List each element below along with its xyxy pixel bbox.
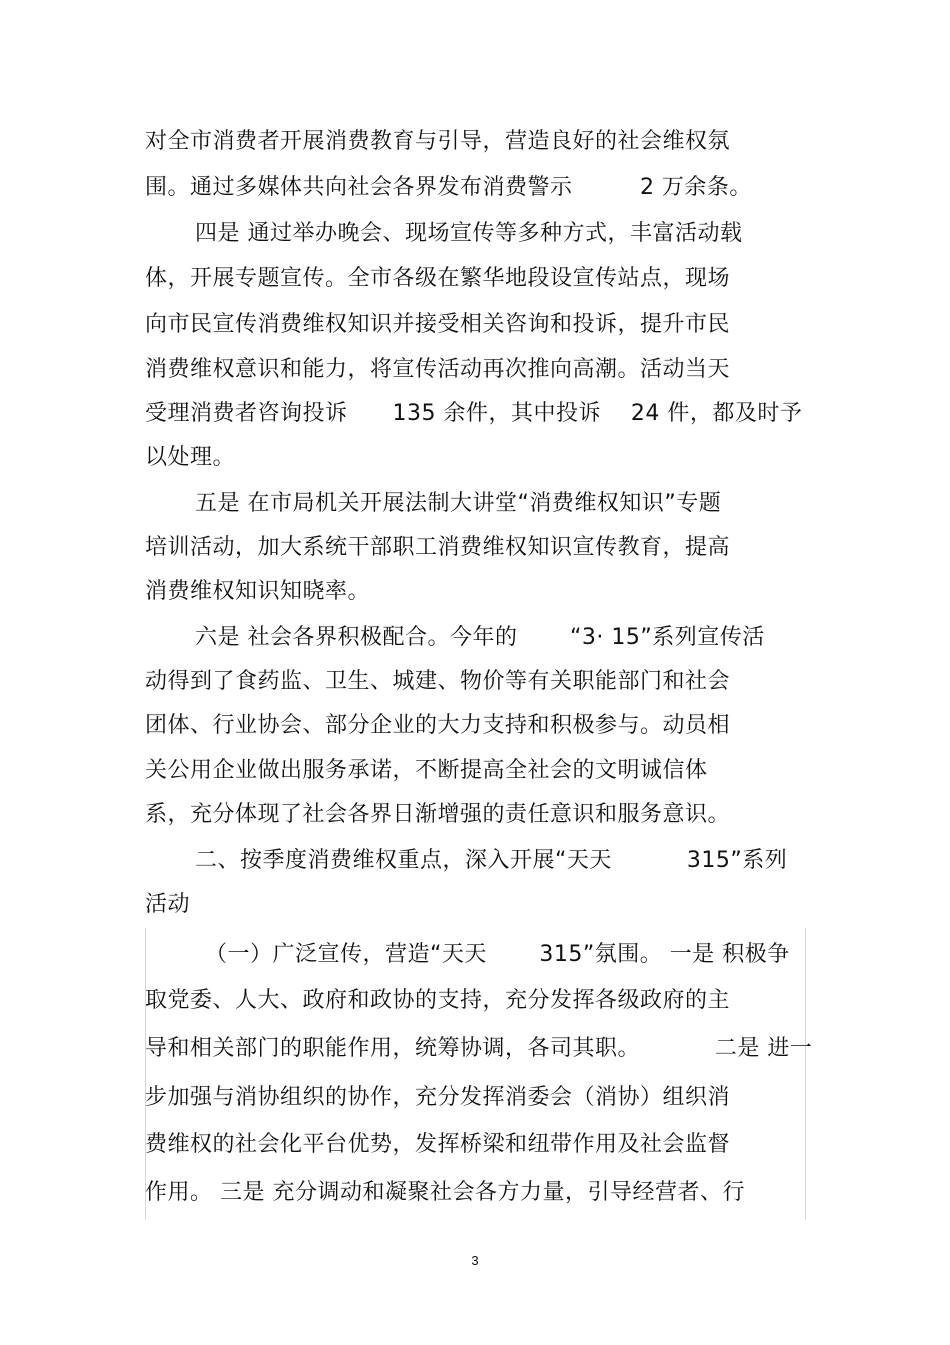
text-line: 四是 通过举办晚会、现场宣传等多种方式，丰富活动载 [195, 221, 743, 246]
frame-right-border [805, 928, 806, 1220]
text-line: 五是 在市局机关开展法制大讲堂“消费维权知识”专题 [195, 491, 722, 516]
section-heading-continuation: 活动 [145, 892, 191, 917]
text-line: 消费维权意识和能力，将宣传活动再次推向高潮。活动当天 [145, 357, 731, 382]
text-line: 围。通过多媒体共向社会各界发布消费警示 2 万余条。 [145, 175, 752, 200]
frame-left-border [145, 928, 146, 1220]
text-line: 系，充分体现了社会各界日渐增强的责任意识和服务意识。 [145, 802, 731, 827]
text-line: 消费维权知识知晓率。 [145, 579, 371, 604]
text-line: 作用。 三是 充分调动和凝聚社会各方力量，引导经营者、行 [145, 1180, 745, 1205]
text-line: 以处理。 [145, 445, 236, 470]
text-line: 团体、行业协会、部分企业的大力支持和积极参与。动员相 [145, 713, 731, 738]
text-line: （一）广泛宣传，营造“天天 315”氛围。 一是 积极争 [205, 942, 790, 967]
page-number: 3 [471, 1253, 479, 1268]
text-line: 向市民宣传消费维权知识并接受相关咨询和投诉，提升市民 [145, 312, 731, 337]
text-line: 费维权的社会化平台优势，发挥桥梁和纽带作用及社会监督 [145, 1132, 731, 1157]
text-line: 体，开展专题宣传。全市各级在繁华地段设宣传站点，现场 [145, 266, 731, 291]
text-line: 六是 社会各界积极配合。今年的 “3· 15”系列宣传活 [195, 625, 765, 650]
text-line: 动得到了食药监、卫生、城建、物价等有关职能部门和社会 [145, 669, 731, 694]
text-line: 培训活动，加大系统干部职工消费维权知识宣传教育，提高 [145, 535, 731, 560]
text-line: 对全市消费者开展消费教育与引导，营造良好的社会维权氛 [145, 129, 731, 154]
text-line: 受理消费者咨询投诉 135 余件，其中投诉 24 件，都及时予 [145, 401, 803, 426]
text-line: 关公用企业做出服务承诺，不断提高全社会的文明诚信体 [145, 758, 708, 783]
section-heading: 二、按季度消费维权重点，深入开展“天天 315”系列 [195, 848, 788, 873]
text-line: 取党委、人大、政府和政协的支持，充分发挥各级政府的主 [145, 988, 731, 1013]
text-line: 步加强与消协组织的协作，充分发挥消委会（消协）组织消 [145, 1085, 731, 1110]
text-line: 导和相关部门的职能作用，统筹协调，各司其职。 二是 进一 [145, 1036, 813, 1061]
